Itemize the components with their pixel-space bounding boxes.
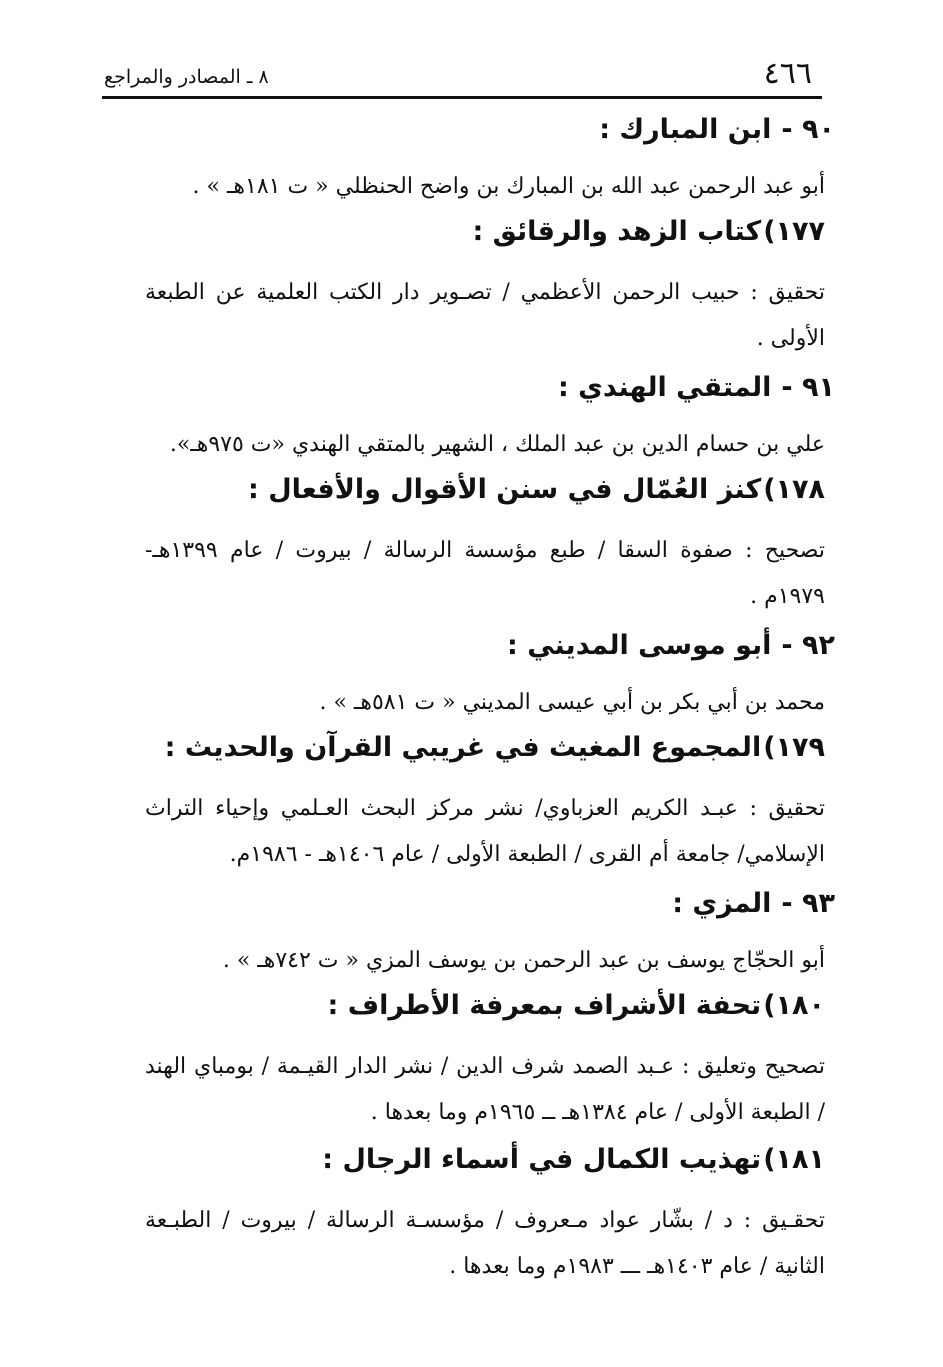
edition-details: تصحيح : صفوة السقا / طبع مؤسسة الرسالة / بيروت / عام ١٣٩٩هـ- ١٩٧٩م . — [145, 538, 825, 609]
book-number: ١٧٨) — [763, 474, 825, 505]
running-title: ٨ ـ المصادر والمراجع — [104, 66, 269, 88]
author-name: المتقي الهندي : — [557, 372, 772, 403]
author-number: ٩١ - — [781, 372, 835, 403]
page-header — [104, 52, 820, 96]
author-heading — [145, 110, 835, 150]
book-title-text: تحفة الأشراف بمعرفة الأطراف : — [327, 990, 762, 1021]
book-title-text: كتاب الزهد والرقائق : — [472, 216, 762, 247]
author-number: ٩٣ - — [781, 888, 835, 919]
book-title — [145, 470, 825, 510]
author-name: أبو موسى المديني : — [507, 630, 772, 661]
book-number: ١٧٩) — [763, 732, 825, 763]
book-title — [145, 212, 825, 252]
edition-details: تحقـيق : د / بشّار عواد مـعروف / مؤسسـة الرسالة / بيروت / الطبـعة الثانية / عام ١٤٠٣هـ ـــ ١٩٨٣م وما بعدها . — [145, 1208, 825, 1279]
author-bio: أبو عبد الرحمن عبد الله بن المبارك بن واضح الحنظلي « ت ١٨١هـ » . — [192, 174, 825, 199]
book-number: ١٨٠) — [763, 990, 825, 1021]
book-title — [145, 1140, 825, 1180]
author-bio: أبو الحجّاج يوسف بن عبد الرحمن بن يوسف المزي « ت ٧٤٢هـ » . — [222, 948, 825, 973]
author-bio: محمد بن أبي بكر بن أبي عيسى المديني « ت ٥٨١هـ » . — [319, 690, 825, 715]
author-heading — [145, 368, 835, 408]
author-entry — [145, 368, 835, 620]
edition-details: تحقيق : عبـد الكريم العزباوي/ نشر مركز البحث العـلمي وإحياء التراث الإسلامي/ جامعة أم القرى / الطبعة الأولى / عام ١٤٠٦هـ - ١٩٨٦م. — [145, 796, 825, 867]
book-title — [145, 728, 825, 768]
book-number: ١٨١) — [763, 1144, 825, 1175]
author-heading — [145, 884, 835, 924]
edition-details: تصحيح وتعليق : عـبد الصمد شرف الدين / نشر الدار القيـمة / بومباي الهند / الطبعة الأولى / عام ١٣٨٤هـ ــ ١٩٦٥م وما بعدها . — [145, 1054, 825, 1125]
author-name: ابن المبارك : — [599, 114, 772, 145]
author-entry — [145, 626, 835, 878]
author-name: المزي : — [672, 888, 772, 919]
author-bio: علي بن حسام الدين بن عبد الملك ، الشهير بالمتقي الهندي «ت ٩٧٥هـ». — [169, 432, 825, 457]
book-title-text: كنز العُمّال في سنن الأقوال والأفعال : — [248, 474, 762, 505]
references-list — [145, 110, 835, 1296]
header-divider — [102, 96, 822, 99]
author-number: ٩٢ - — [781, 630, 835, 661]
author-entry — [145, 110, 835, 362]
book-title-text: تهذيب الكمال في أسماء الرجال : — [322, 1144, 762, 1175]
book-number: ١٧٧) — [763, 216, 825, 247]
edition-details: تحقيق : حبيب الرحمن الأعظمي / تصـوير دار الكتب العلمية عن الطبعة الأولى . — [145, 280, 825, 351]
author-entry — [145, 884, 835, 1290]
page-number: ٤٦٦ — [763, 56, 812, 91]
author-number: ٩٠ - — [781, 114, 835, 145]
book-title — [145, 986, 825, 1026]
book-title-text: المجموع المغيث في غريبي القرآن والحديث : — [164, 732, 762, 763]
author-heading — [145, 626, 835, 666]
